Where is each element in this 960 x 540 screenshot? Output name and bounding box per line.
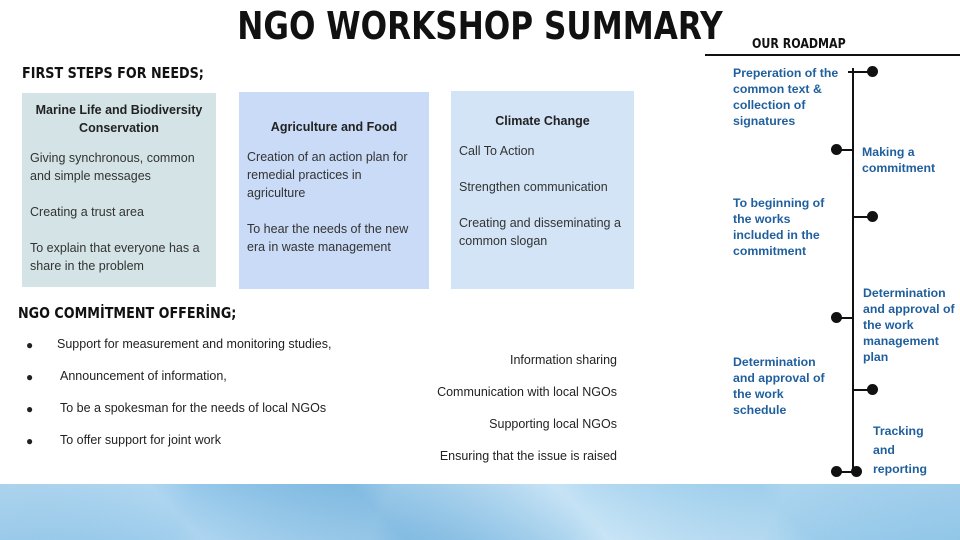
list-item: Communication with local NGOs: [437, 385, 617, 399]
card-title: Marine Life and Biodiversity Conservation: [35, 103, 203, 135]
card-item: Creation of an action plan for remedial practices in agriculture: [247, 150, 408, 200]
card-title: Agriculture and Food: [270, 120, 398, 134]
page-title: NGO WORKSHOP SUMMARY: [237, 4, 723, 48]
card-item: Creating a trust area: [30, 205, 144, 219]
roadmap-title: OUR ROADMAP: [752, 37, 846, 52]
card-item: Call To Action: [459, 144, 535, 158]
card-agriculture: [239, 92, 429, 289]
commitment-heading: NGO COMMİTMENT OFFERİNG;: [18, 304, 237, 322]
card-item: Giving synchronous, common and simple messages: [30, 151, 195, 183]
card-item: Creating and disseminating a common slogan: [459, 216, 621, 248]
timeline-dot-icon: [867, 66, 878, 77]
bullet-icon: ●: [26, 402, 34, 416]
first-steps-heading: FIRST STEPS FOR NEEDS;: [22, 64, 204, 82]
list-item: Ensuring that the issue is raised: [439, 449, 617, 463]
timeline-dot-icon: [831, 312, 842, 323]
card-item: To explain that everyone has a share in the problem: [30, 241, 200, 273]
roadmap-step-1: Preperation of the common text & collection of signatures: [733, 66, 839, 128]
timeline-dot-icon: [831, 466, 842, 477]
bullet-text: To offer support for joint work: [60, 433, 221, 447]
list-item: Information sharing: [509, 353, 617, 367]
timeline-dot-icon: [867, 211, 878, 222]
bullet-text: Support for measurement and monitoring studies,: [57, 337, 332, 351]
roadmap-step-4: Determination and approval of the work management plan: [863, 286, 955, 364]
card-item: To hear the needs of the new era in waste management: [247, 222, 409, 254]
bullet-text: Announcement of information,: [60, 369, 227, 383]
timeline-dot-icon: [851, 466, 862, 477]
bullet-text: To be a spokesman for the needs of local NGOs: [60, 401, 327, 415]
card-climate-change: [451, 91, 634, 289]
roadmap-divider: [705, 54, 960, 56]
timeline-dot-icon: [831, 144, 842, 155]
bullet-icon: ●: [26, 434, 34, 448]
roadmap-step-3: To beginning of the works included in the commitment: [733, 196, 825, 258]
bullet-icon: ●: [26, 338, 34, 352]
decorative-footer-texture: [0, 484, 960, 540]
bullet-icon: ●: [26, 370, 34, 384]
roadmap-timeline-line: [852, 68, 854, 474]
roadmap-step-5: Determination and approval of the work schedule: [733, 355, 825, 417]
roadmap-step-6: Tracking and reporting: [873, 424, 927, 476]
list-item: Supporting local NGOs: [489, 417, 617, 431]
commitment-right-list: [437, 353, 617, 481]
card-title: Climate Change: [495, 114, 590, 128]
roadmap-step-2: Making a commitment: [862, 145, 936, 175]
timeline-dot-icon: [867, 384, 878, 395]
card-marine-life: [22, 93, 216, 287]
card-item: Strengthen communication: [459, 180, 608, 194]
